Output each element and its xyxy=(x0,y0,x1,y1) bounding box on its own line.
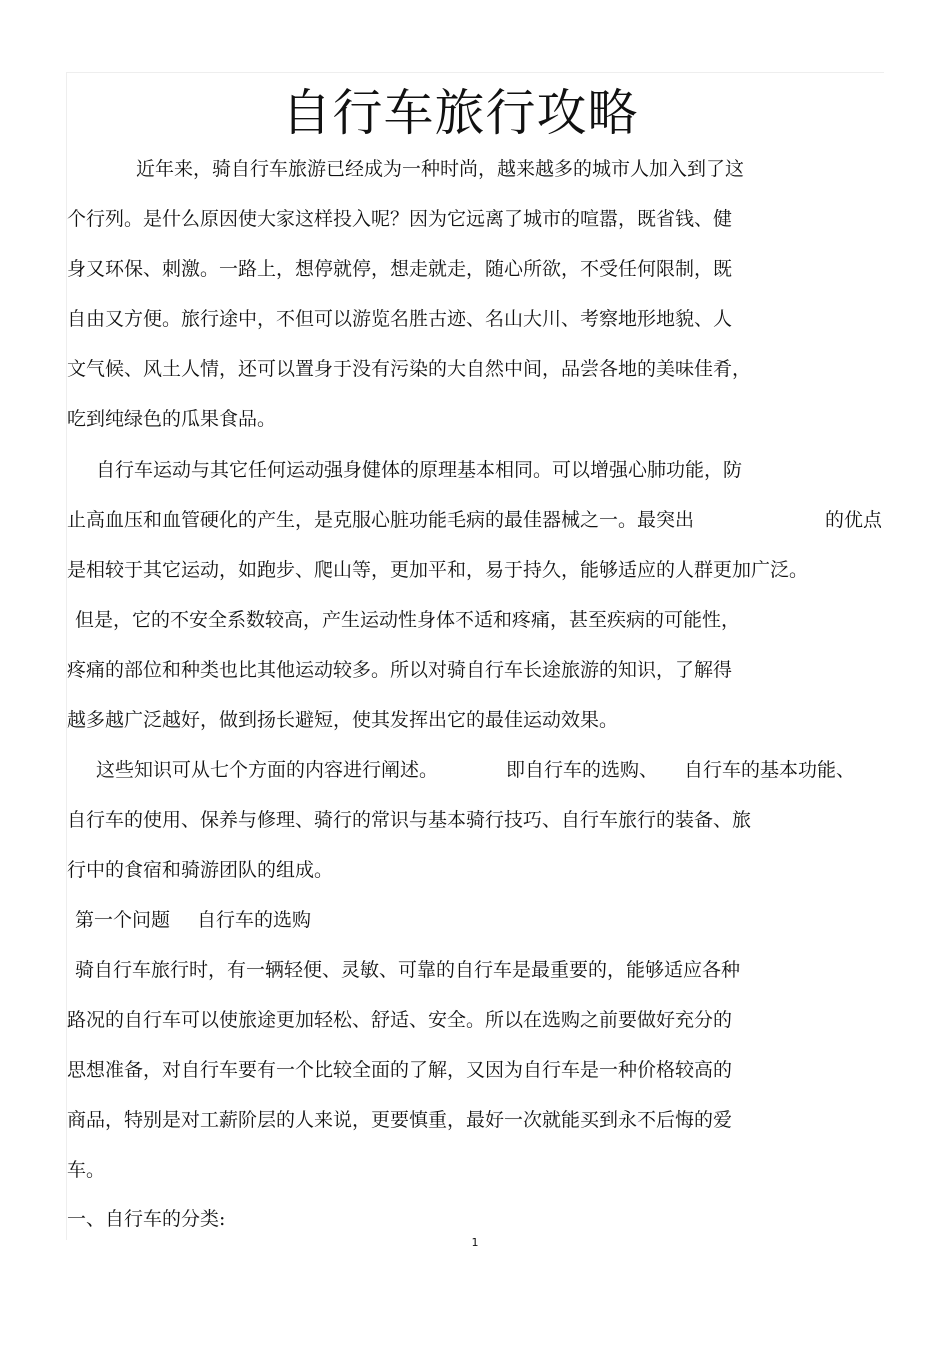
text-line: 自行车的基本功能、 xyxy=(684,759,856,781)
text-line: 即自行车的选购、 xyxy=(506,759,659,781)
text-line: 思想准备，对自行车要有一个比较全面的了解，又因为自行车是一种价格较高的 xyxy=(67,1059,733,1081)
document-title: 自行车旅行攻略 xyxy=(281,84,639,142)
text-line: 但是，它的不安全系数较高，产生运动性身体不适和疼痛，甚至疾病的可能性， xyxy=(75,609,741,631)
text-line: 商品，特别是对工薪阶层的人来说，更要慎重，最好一次就能买到永不后悔的爱 xyxy=(67,1109,733,1131)
text-line: 自由又方便。旅行途中，不但可以游览名胜古迹、名山大川、考察地形地貌、人 xyxy=(67,308,733,330)
text-line: 的优点 xyxy=(825,509,883,531)
section-heading: 自行车的选购 xyxy=(197,909,312,931)
text-line: 这些知识可从七个方面的内容进行阐述。 xyxy=(96,759,439,781)
text-line: 个行列。是什么原因使大家这样投入呢？因为它远离了城市的喧嚣，既省钱、健 xyxy=(67,208,733,230)
text-line: 吃到纯绿色的瓜果食品。 xyxy=(67,408,277,430)
text-line: 自行车的使用、保养与修理、骑行的常识与基本骑行技巧、自行车旅行的装备、旅 xyxy=(67,809,752,831)
text-line: 行中的食宿和骑游团队的组成。 xyxy=(67,859,334,881)
text-line: 近年来，骑自行车旅游已经成为一种时尚，越来越多的城市人加入到了这 xyxy=(136,158,745,180)
text-line: 止高血压和血管硬化的产生，是克服心脏功能毛病的最佳器械之一。最突出 xyxy=(67,509,695,531)
text-line: 路况的自行车可以使旅途更加轻松、舒适、安全。所以在选购之前要做好充分的 xyxy=(67,1009,733,1031)
text-line: 是相较于其它运动，如跑步、爬山等，更加平和，易于持久，能够适应的人群更加广泛。 xyxy=(67,559,809,581)
section-heading: 第一个问题 xyxy=(75,909,171,931)
text-line: 车。 xyxy=(67,1159,106,1181)
text-line: 骑自行车旅行时，有一辆轻便、灵敏、可靠的自行车是最重要的，能够适应各种 xyxy=(75,959,741,981)
text-line: 疼痛的部位和种类也比其他运动较多。所以对骑自行车长途旅游的知识，了解得 xyxy=(67,659,733,681)
subsection-heading: 一、自行车的分类: xyxy=(67,1208,226,1230)
page-number: 1 xyxy=(471,1236,479,1249)
text-line: 身又环保、刺激。一路上，想停就停，想走就走，随心所欲，不受任何限制，既 xyxy=(67,258,733,280)
text-line: 自行车运动与其它任何运动强身健体的原理基本相同。可以增强心肺功能，防 xyxy=(96,459,743,481)
text-line: 文气候、风土人情，还可以置身于没有污染的大自然中间，品尝各地的美味佳肴， xyxy=(67,358,752,380)
text-line: 越多越广泛越好，做到扬长避短，使其发挥出它的最佳运动效果。 xyxy=(67,709,619,731)
